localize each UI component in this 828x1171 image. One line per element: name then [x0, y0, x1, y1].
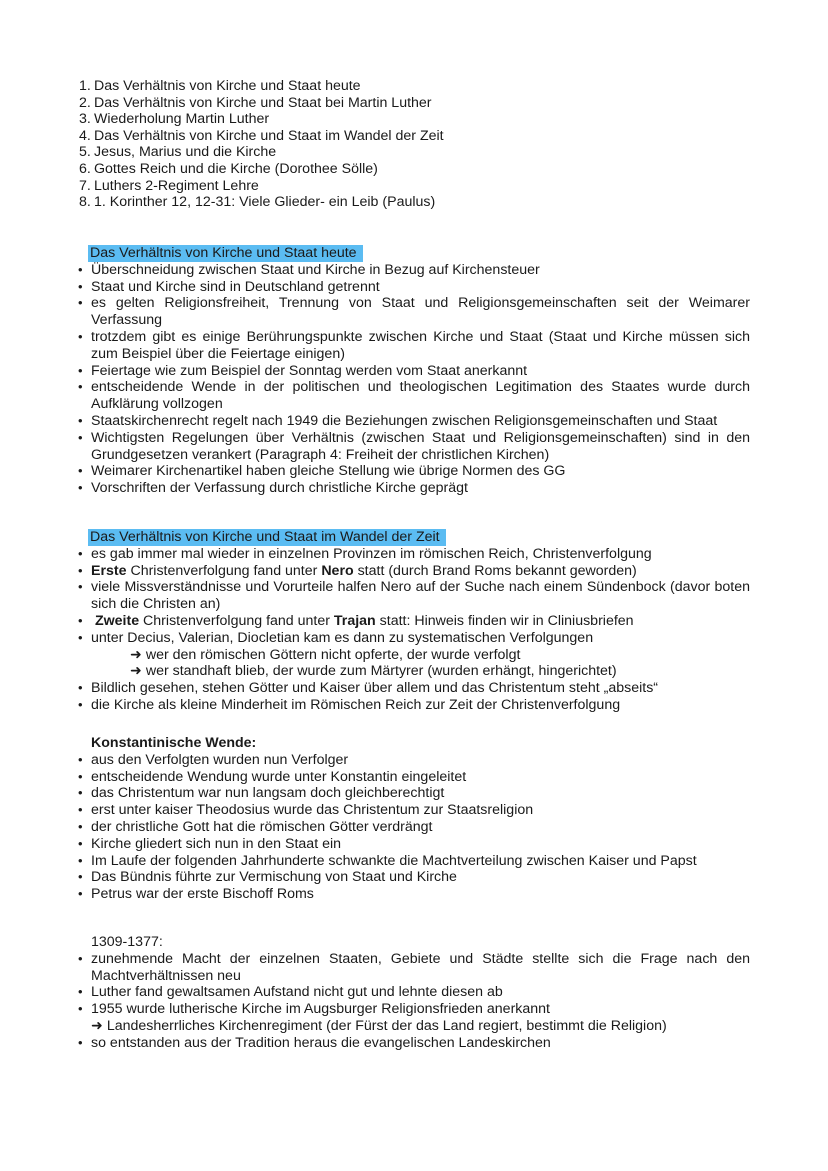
list-item: • Überschneidung zwischen Staat und Kirche in Bezug auf Kirchensteuer [78, 262, 750, 279]
list-item: • Im Laufe der folgenden Jahrhunderte schwankte die Machtverteilung zwischen Kaiser und Papst [78, 853, 750, 870]
bullet-list [78, 951, 750, 1018]
list-item: • erst unter kaiser Theodosius wurde das Christentum zur Staatsreligion [78, 802, 750, 819]
toc-item: 3. Wiederholung Martin Luther [79, 111, 270, 128]
list-item: • es gelten Religionsfreiheit, Trennung von Staat und Religionsgemeinschaften seit der Weimarer Verfassung [78, 295, 750, 329]
list-item: • der christliche Gott hat die römischen Götter verdrängt [78, 819, 750, 836]
list-item: • entscheidende Wendung wurde unter Konstantin eingeleitet [78, 769, 750, 786]
toc-item: 2. Das Verhältnis von Kirche und Staat bei Martin Luther [79, 94, 432, 111]
list-item: • Erste Christenverfolgung fand unter Nero statt (durch Brand Roms bekannt geworden) [78, 563, 750, 580]
bullet-list [78, 546, 750, 647]
list-item: • unter Decius, Valerian, Diocletian kam es dann zu systematischen Verfolgungen [78, 630, 750, 647]
section-heading: Das Verhältnis von Kirche und Staat heute [78, 245, 750, 262]
arrow-note: ➜ wer standhaft blieb, der wurde zum Märtyrer (wurden erhängt, hingerichtet) [130, 663, 617, 680]
subsection-heading: 1309-1377: [91, 934, 163, 950]
list-item: • Das Bündnis führte zur Vermischung von Staat und Kirche [78, 869, 750, 886]
table-of-contents [79, 78, 444, 211]
list-item: • Bildlich gesehen, stehen Götter und Kaiser über allem und das Christentum steht „abseits“ [78, 680, 750, 697]
list-item: • es gab immer mal wieder in einzelnen Provinzen im römischen Reich, Christenverfolgung [78, 546, 750, 563]
section-heading: Das Verhältnis von Kirche und Staat im Wandel der Zeit [78, 529, 750, 546]
arrow-note: ➜ Landesherrliches Kirchenregiment (der Fürst der das Land regiert, bestimmt die Religion) [91, 1017, 667, 1034]
section-konstantinische-wende [78, 735, 750, 903]
toc-item: 5. Jesus, Marius und die Kirche [79, 144, 277, 161]
list-item: • zunehmende Macht der einzelnen Staaten, Gebiete und Städte stellte sich die Frage nach den Machtverhältnissen neu [78, 951, 750, 985]
toc-item: 1. Das Verhältnis von Kirche und Staat heute [79, 78, 361, 94]
list-item: • das Christentum war nun langsam doch gleichberechtigt [78, 785, 750, 802]
toc-item: 6. Gottes Reich und die Kirche (Dorothee Sölle) [79, 160, 378, 177]
list-item: • Zweite Christenverfolgung fand unter Trajan statt: Hinweis finden wir in Cliniusbriefen [78, 613, 750, 630]
toc-item: 8. 1. Korinther 12, 12-31: Viele Glieder- ein Leib (Paulus) [79, 194, 436, 211]
list-item: • 1955 wurde lutherische Kirche im Augsburger Religionsfrieden anerkannt [78, 1001, 750, 1018]
section-kirche-staat-heute [78, 245, 750, 497]
list-item: • trotzdem gibt es einige Berührungspunkte zwischen Kirche und Staat (Staat und Kirche müssen sich zum Beispiel über die Feiertage einigen) [78, 329, 750, 363]
bullet-list [78, 680, 750, 714]
list-item: • Staat und Kirche sind in Deutschland getrennt [78, 279, 750, 296]
bullet-list [78, 1035, 750, 1052]
list-item: • Luther fand gewaltsamen Aufstand nicht gut und lehnte diesen ab [78, 984, 750, 1001]
list-item: • die Kirche als kleine Minderheit im Römischen Reich zur Zeit der Christenverfolgung [78, 697, 750, 714]
toc-item: 7. Luthers 2-Regiment Lehre [79, 177, 259, 194]
bullet-list [78, 752, 750, 903]
list-item: • Feiertage wie zum Beispiel der Sonntag werden vom Staat anerkannt [78, 363, 750, 380]
list-item: • Weimarer Kirchenartikel haben gleiche Stellung wie übrige Normen des GG [78, 463, 750, 480]
list-item: • Kirche gliedert sich nun in den Staat ein [78, 836, 750, 853]
subsection-heading: Konstantinische Wende: [91, 735, 257, 751]
section-wandel-der-zeit [78, 529, 750, 714]
bullet-list [78, 262, 750, 497]
arrow-note: ➜ wer den römischen Göttern nicht opferte, der wurde verfolgt [130, 646, 521, 663]
list-item: • Petrus war der erste Bischoff Roms [78, 886, 750, 903]
list-item: • so entstanden aus der Tradition heraus die evangelischen Landeskirchen [78, 1035, 750, 1052]
section-1309-1377 [78, 934, 750, 1052]
list-item: • entscheidende Wende in der politischen und theologischen Legitimation des Staates wurde durch Aufklärung vollzogen [78, 379, 750, 413]
list-item: • Wichtigsten Regelungen über Verhältnis (zwischen Staat und Religionsgemeinschaften) sind in den Grundgesetzen verankert (Paragraph 4: Freiheit der christlichen Kirchen) [78, 430, 750, 464]
list-item: • Staatskirchenrecht regelt nach 1949 die Beziehungen zwischen Religionsgemeinschaften und Staat [78, 413, 750, 430]
list-item: • Vorschriften der Verfassung durch christliche Kirche geprägt [78, 480, 750, 497]
list-item: • aus den Verfolgten wurden nun Verfolger [78, 752, 750, 769]
list-item: • viele Missverständnisse und Vorurteile halfen Nero auf der Suche nach einem Sündenbock (davor boten sich die Christen an) [78, 579, 750, 613]
toc-item: 4. Das Verhältnis von Kirche und Staat im Wandel der Zeit [79, 127, 444, 144]
